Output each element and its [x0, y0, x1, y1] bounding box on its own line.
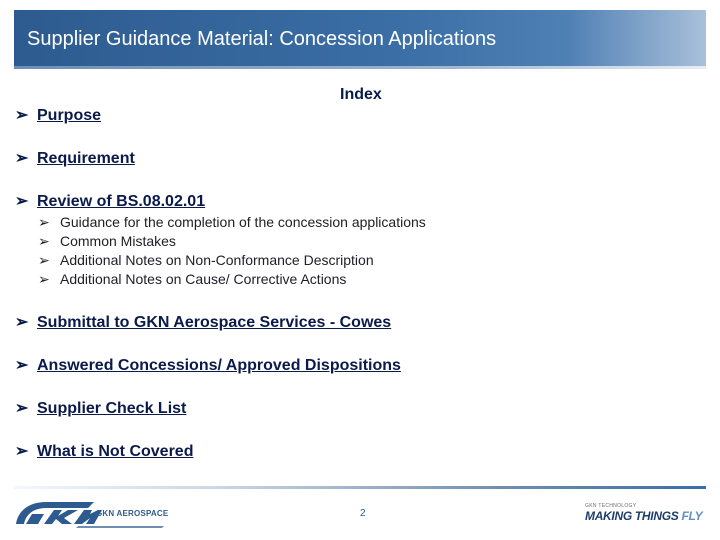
- sub-item-label: Additional Notes on Cause/ Corrective Actions: [60, 271, 347, 287]
- sub-item-label: Additional Notes on Non-Conformance Description: [60, 252, 374, 268]
- index-link[interactable]: What is Not Covered: [37, 443, 194, 460]
- index-item-purpose[interactable]: [15, 106, 101, 126]
- tagline-main: MAKING THINGS: [585, 509, 679, 523]
- index-link[interactable]: Submittal to GKN Aerospace Services - Cowes: [37, 314, 392, 331]
- index-item-supplier-checklist[interactable]: [15, 399, 186, 419]
- sub-item: [38, 232, 176, 250]
- arrowhead-icon: ➢: [15, 357, 29, 374]
- logo-wordmark: GKN AEROSPACE: [96, 509, 169, 518]
- arrowhead-icon: ➢: [15, 150, 29, 167]
- index-item-answered-concessions[interactable]: [15, 356, 401, 376]
- arrowhead-icon: ➢: [38, 233, 50, 249]
- arrowhead-icon: ➢: [15, 443, 29, 460]
- sub-item: [38, 251, 374, 269]
- sub-item: [38, 270, 346, 288]
- arrowhead-icon: ➢: [15, 314, 29, 331]
- index-item-requirement[interactable]: [15, 149, 135, 169]
- index-item-not-covered[interactable]: [15, 442, 193, 462]
- index-heading: Index: [340, 86, 382, 103]
- header-bar: [14, 10, 706, 66]
- index-link[interactable]: Supplier Check List: [37, 400, 187, 417]
- index-link[interactable]: Review of BS.08.02.01: [37, 193, 206, 210]
- sub-item-label: Guidance for the completion of the concession applications: [60, 214, 426, 230]
- index-link[interactable]: Answered Concessions/ Approved Dispositions: [37, 357, 401, 374]
- header-divider: [14, 66, 706, 69]
- page-number: 2: [360, 508, 366, 519]
- page-title: Supplier Guidance Material: Concession Applications: [27, 28, 497, 50]
- index-link[interactable]: Purpose: [37, 107, 102, 124]
- sub-item: [38, 213, 426, 231]
- arrowhead-icon: ➢: [15, 107, 29, 124]
- sub-item-label: Common Mistakes: [60, 233, 176, 249]
- tagline-small: GKN TECHNOLOGY: [585, 503, 637, 509]
- index-item-submittal[interactable]: [15, 313, 391, 333]
- index-link[interactable]: Requirement: [37, 150, 135, 167]
- arrowhead-icon: ➢: [38, 214, 50, 230]
- arrowhead-icon: ➢: [15, 400, 29, 417]
- arrowhead-icon: ➢: [38, 271, 50, 287]
- arrowhead-icon: ➢: [38, 252, 50, 268]
- tagline-accent: FLY: [681, 509, 703, 523]
- tagline: [585, 509, 702, 523]
- arrowhead-icon: ➢: [15, 193, 29, 210]
- footer-divider: [14, 486, 706, 489]
- index-item-review[interactable]: [15, 192, 205, 212]
